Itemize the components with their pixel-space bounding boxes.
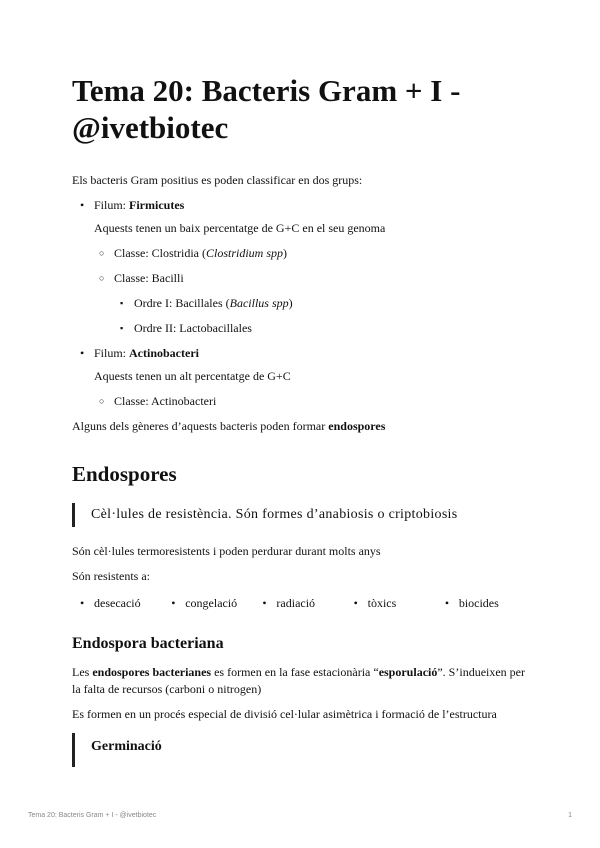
bold-run: esporulació xyxy=(378,665,438,679)
section-heading-endospores: Endospores xyxy=(72,462,177,486)
class-text: Classe: Actinobacteri xyxy=(114,394,217,408)
group-note: Aquests tenen un baix percentatge de G+C en el seu genoma xyxy=(94,221,386,235)
text-run: ”. S’indueixen per la falta de recursos (carboni o nitrogen) xyxy=(72,665,525,696)
page-footer xyxy=(28,812,572,819)
group-label: Filum: xyxy=(94,346,130,360)
bacterial-paragraph-1 xyxy=(72,664,528,698)
order-item xyxy=(114,320,528,337)
bacterial-paragraph-2: Es formen en un procés especial de divisió cel·lular asimètrica i formació de l’estructura xyxy=(72,707,497,721)
resistance-item: • biocides xyxy=(437,595,528,612)
order-genus: Bacillus spp xyxy=(229,296,289,310)
definition-quote: Cèl·lules de resistència. Són formes d’anabiosis o criptobiosis xyxy=(72,503,528,527)
intro-paragraph: Els bacteris Gram positius es poden classificar en dos grups: xyxy=(72,173,363,187)
text-run: es formen en la fase estacionària “ xyxy=(211,665,379,679)
class-item xyxy=(94,245,528,262)
group-name: Actinobacteri xyxy=(129,346,199,360)
resistance-item: • desecació xyxy=(72,595,163,612)
page-number: 1 xyxy=(568,812,572,819)
class-list xyxy=(94,245,528,337)
endospores-paragraph-2: Són resistents a: xyxy=(72,569,150,583)
endospore-text: Alguns dels gèneres d’aquests bacteris poden formar xyxy=(72,419,329,433)
resistance-item: • radiació xyxy=(254,595,345,612)
section-heading-endospora-bacteriana: Endospora bacteriana xyxy=(72,635,224,652)
order-suffix: ) xyxy=(288,296,293,310)
text-run: Les xyxy=(72,665,93,679)
order-text: Ordre II: Lactobacillales xyxy=(134,321,252,335)
order-item xyxy=(114,295,528,312)
resistance-item: • congelació xyxy=(163,595,254,612)
class-suffix: ) xyxy=(283,246,288,260)
resistance-item: • tòxics xyxy=(346,595,437,612)
footer-title: Tema 20: Bacteris Gram + I - @ivetbiotec xyxy=(28,812,157,819)
class-item xyxy=(94,270,528,337)
document-page xyxy=(72,72,528,767)
endospores-paragraph-1: Són cèl·lules termoresistents i poden perdurar durant molts anys xyxy=(72,544,381,558)
endospore-bold: endospores xyxy=(328,419,386,433)
class-text: Classe: Clostridia ( xyxy=(114,246,206,260)
order-list xyxy=(114,295,528,337)
page-title: Tema 20: Bacteris Gram + I - @ivetbiotec xyxy=(72,73,461,145)
order-text: Ordre I: Bacillales ( xyxy=(134,296,230,310)
resistance-list xyxy=(72,595,528,612)
class-list xyxy=(94,393,528,410)
class-genus: Clostridium spp xyxy=(206,246,284,260)
groups-list xyxy=(72,197,528,410)
group-name: Firmicutes xyxy=(129,198,185,212)
endospore-intro xyxy=(72,418,528,435)
bold-run: endospores bacterianes xyxy=(92,665,212,679)
group-item-actinobacteri xyxy=(72,345,528,410)
class-text: Classe: Bacilli xyxy=(114,271,184,285)
group-label: Filum: xyxy=(94,198,130,212)
germinacio-heading: Germinació xyxy=(72,733,528,767)
group-note: Aquests tenen un alt percentatge de G+C xyxy=(94,369,291,383)
class-item xyxy=(94,393,528,410)
group-item-firmicutes xyxy=(72,197,528,337)
